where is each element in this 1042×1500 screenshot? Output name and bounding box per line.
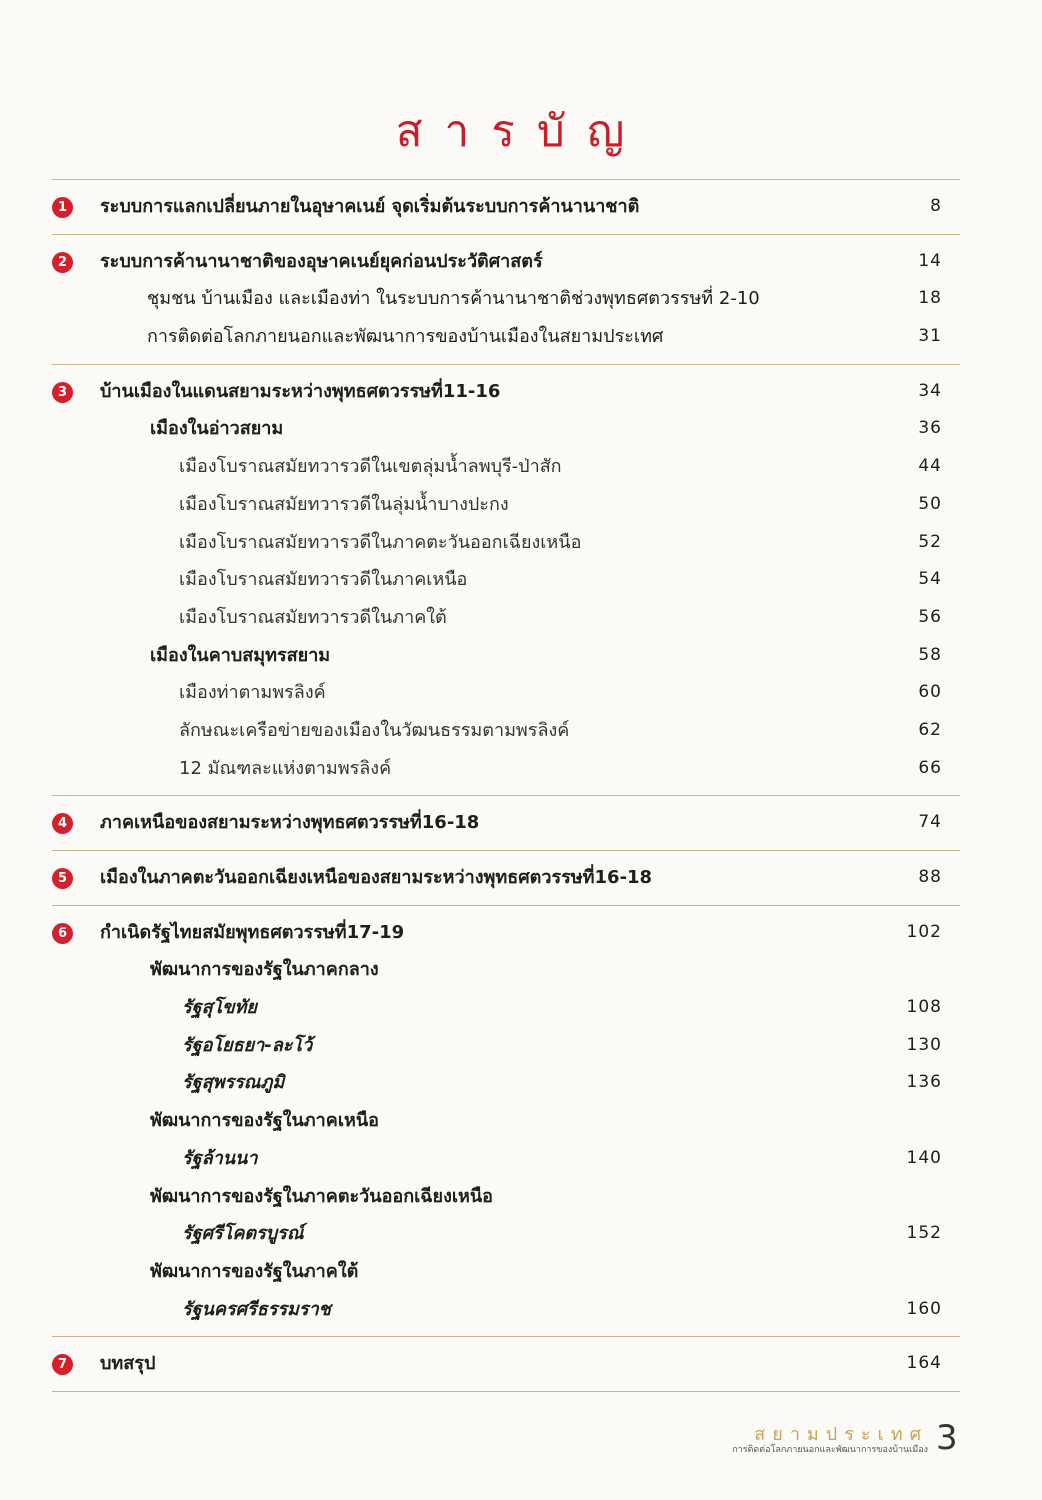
toc-entry[interactable] — [52, 1253, 960, 1291]
toc-entry[interactable] — [52, 410, 960, 448]
toc-entry-title: เมืองโบราณสมัยทวารวดีในภาคใต้ — [179, 606, 447, 628]
toc-entry-title: รัฐอโยธยา-ละโว้ — [182, 1034, 313, 1056]
toc-entry-page: 34 — [918, 380, 942, 401]
toc-entry[interactable] — [52, 712, 960, 750]
toc-entry-title: รัฐศรีโคตรบูรณ์ — [182, 1223, 304, 1245]
toc-entry[interactable] — [52, 951, 960, 989]
toc-entry[interactable] — [52, 318, 960, 356]
toc-entry[interactable] — [52, 750, 960, 788]
toc-entry-title: พัฒนาการของรัฐในภาคกลาง — [150, 959, 379, 981]
toc-entry[interactable] — [52, 674, 960, 712]
toc-section — [52, 179, 960, 234]
toc-entry-page: 52 — [918, 531, 942, 552]
toc-entry-page: 44 — [918, 456, 942, 477]
toc-entry-page: 108 — [906, 997, 942, 1018]
toc-entry-title: เมืองโบราณสมัยทวารวดีในภาคเหนือ — [179, 569, 468, 591]
toc-entry-page: 66 — [918, 757, 942, 778]
toc-entry[interactable] — [52, 1027, 960, 1065]
toc-entry-title: รัฐล้านนา — [182, 1147, 258, 1169]
toc-entry[interactable] — [52, 1140, 960, 1178]
footer-brand: สยามประเทศ — [754, 1424, 928, 1445]
toc-section — [52, 1336, 960, 1391]
toc-entry[interactable] — [52, 561, 960, 599]
toc-section — [52, 850, 960, 905]
toc-entry-title: ภาคเหนือของสยามระหว่างพุทธศตวรรษที่16-18 — [100, 812, 480, 834]
toc-entry[interactable] — [52, 1291, 960, 1329]
toc-entry[interactable] — [52, 1178, 960, 1216]
toc-entry[interactable] — [52, 1215, 960, 1253]
toc-entry-page: 74 — [918, 812, 942, 833]
toc-entry-title: การติดต่อโลกภายนอกและพัฒนาการของบ้านเมืองในสยามประเทศ — [147, 326, 664, 348]
toc-entry[interactable] — [52, 524, 960, 562]
toc-entry-title: เมืองในคาบสมุทรสยาม — [150, 644, 331, 666]
toc-section — [52, 364, 960, 796]
toc-entry[interactable] — [52, 1064, 960, 1102]
toc-entry-page: 136 — [906, 1072, 942, 1093]
toc-section — [52, 905, 960, 1337]
table-of-contents — [52, 179, 960, 1392]
toc-entry-page: 8 — [930, 196, 942, 216]
toc-entry-title: เมืองโบราณสมัยทวารวดีในเขตลุ่มน้ำลพบุรี-ป่าสัก — [179, 456, 562, 478]
toc-entry-title: ระบบการค้านานาชาติของอุษาคเนย์ยุคก่อนประวัติศาสตร์ — [100, 250, 543, 272]
toc-entry-page: 102 — [906, 921, 942, 942]
toc-entry[interactable] — [52, 914, 960, 952]
toc-entry-title: พัฒนาการของรัฐในภาคตะวันออกเฉียงเหนือ — [150, 1185, 493, 1207]
page-title: สารบัญ — [395, 106, 647, 157]
toc-entry-page: 18 — [918, 288, 942, 309]
toc-entry[interactable] — [52, 448, 960, 486]
toc-entry-title: พัฒนาการของรัฐในภาคเหนือ — [150, 1110, 379, 1132]
toc-entry-page: 58 — [918, 644, 942, 665]
toc-entry-title: พัฒนาการของรัฐในภาคใต้ — [150, 1260, 359, 1282]
toc-entry-title: บทสรุป — [100, 1353, 156, 1375]
toc-entry-page: 54 — [918, 569, 942, 590]
toc-entry[interactable] — [52, 1102, 960, 1140]
toc-section — [52, 795, 960, 850]
toc-entry-page: 60 — [918, 682, 942, 703]
toc-entry-page: 14 — [918, 250, 942, 271]
toc-entry-page: 164 — [906, 1353, 942, 1374]
toc-entry-title: รัฐนครศรีธรรมราช — [182, 1298, 331, 1320]
toc-entry-title: รัฐสุพรรณภูมิ — [182, 1072, 285, 1094]
chapter-number-badge: 1 — [52, 197, 73, 218]
toc-entry-title: 12 มัณฑละแห่งตามพรลิงค์ — [179, 757, 392, 779]
toc-entry[interactable] — [52, 373, 960, 411]
toc-entry[interactable] — [52, 280, 960, 318]
toc-entry-title: เมืองโบราณสมัยทวารวดีในภาคตะวันออกเฉียงเหนือ — [179, 531, 582, 553]
toc-entry[interactable] — [52, 599, 960, 637]
toc-entry-page: 50 — [918, 493, 942, 514]
toc-entry[interactable] — [52, 486, 960, 524]
toc-entry[interactable] — [52, 243, 960, 281]
chapter-number-badge: 3 — [52, 382, 73, 403]
toc-entry-page: 160 — [906, 1298, 942, 1319]
toc-entry-title: เมืองในอ่าวสยาม — [150, 418, 284, 440]
toc-entry-title: เมืองโบราณสมัยทวารวดีในลุ่มน้ำบางปะกง — [179, 493, 509, 515]
footer-subtitle: การติดต่อโลกภายนอกและพัฒนาการของบ้านเมือง — [732, 1445, 928, 1455]
toc-entry-title: ชุมชน บ้านเมือง และเมืองท่า ในระบบการค้านานาชาติช่วงพุทธศตวรรษที่ 2-10 — [147, 288, 760, 310]
toc-entry-title: บ้านเมืองในแดนสยามระหว่างพุทธศตวรรษที่11-16 — [100, 380, 501, 402]
chapter-number-badge: 7 — [52, 1354, 73, 1375]
toc-entry-title: เมืองในภาคตะวันออกเฉียงเหนือของสยามระหว่างพุทธศตวรรษที่16-18 — [100, 867, 653, 888]
toc-entry-page: 31 — [918, 326, 942, 347]
toc-entry[interactable] — [52, 989, 960, 1027]
toc-entry-title: กำเนิดรัฐไทยสมัยพุทธศตวรรษที่17-19 — [100, 921, 405, 943]
toc-section — [52, 234, 960, 364]
toc-entry[interactable] — [52, 1345, 960, 1383]
toc-entry-title: เมืองท่าตามพรลิงค์ — [179, 682, 326, 704]
divider — [52, 1391, 960, 1392]
toc-entry-page: 88 — [918, 867, 942, 887]
toc-entry-title: ระบบการแลกเปลี่ยนภายในอุษาคเนย์ จุดเริ่มต้นระบบการค้านานาชาติ — [100, 196, 640, 217]
chapter-number-badge: 5 — [52, 868, 73, 889]
chapter-number-badge: 6 — [52, 923, 73, 944]
toc-entry-page: 140 — [906, 1147, 942, 1168]
toc-entry-page: 56 — [918, 606, 942, 627]
toc-entry-page: 62 — [918, 719, 942, 740]
toc-entry-page: 130 — [906, 1034, 942, 1055]
toc-entry-title: ลักษณะเครือข่ายของเมืองในวัฒนธรรมตามพรลิงค์ — [179, 719, 570, 741]
footer-page-number: 3 — [936, 1418, 958, 1458]
toc-entry-page: 152 — [906, 1223, 942, 1244]
toc-entry[interactable] — [52, 859, 960, 897]
toc-entry-title: รัฐสุโขทัย — [182, 997, 257, 1019]
toc-entry[interactable] — [52, 637, 960, 675]
toc-entry[interactable] — [52, 188, 960, 226]
toc-entry[interactable] — [52, 804, 960, 842]
chapter-number-badge: 2 — [52, 252, 73, 273]
toc-entry-page: 36 — [918, 418, 942, 439]
chapter-number-badge: 4 — [52, 813, 73, 834]
